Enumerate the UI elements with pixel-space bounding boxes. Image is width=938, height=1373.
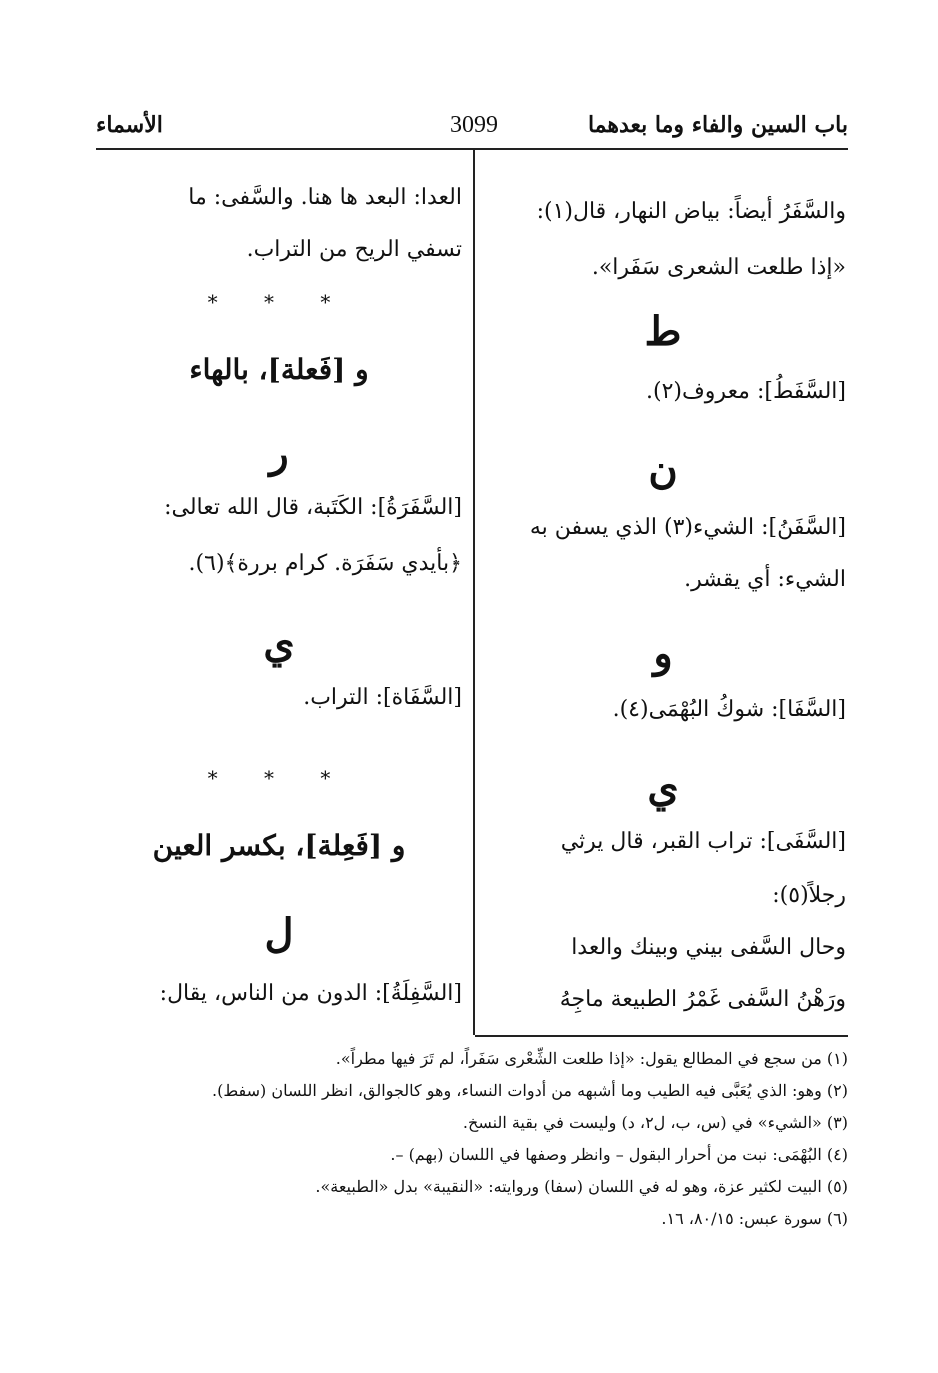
footnote-rule bbox=[475, 1035, 848, 1037]
footnote-6: (٦) سورة عبس: ٨٠/١٥، ١٦. bbox=[661, 1209, 848, 1228]
entry-safat-dust: [السَّفَاة]: التراب. bbox=[303, 685, 462, 710]
section-separator-stars: * * * bbox=[207, 290, 351, 314]
section-title: الأسماء bbox=[96, 112, 163, 138]
column-divider bbox=[473, 150, 475, 1035]
entry-safa-dust-line2: رجلاً(٥): bbox=[772, 883, 846, 908]
letter-heading-ya-left: ي bbox=[263, 620, 295, 667]
entry-safan-line2: الشيء: أي يقشر. bbox=[684, 567, 846, 592]
footnotes bbox=[96, 1043, 848, 1235]
footnote-4: (٤) البُهْمَى: نبت من أحرار البقول – وانظر وصفها في اللسان (بهم) –. bbox=[390, 1145, 848, 1164]
section-separator-stars-2: * * * bbox=[207, 766, 351, 790]
poem-verse-1: وحال السَّفى بيني وبينك والعدا bbox=[571, 935, 846, 960]
letter-heading-ta: ط bbox=[644, 308, 682, 355]
letter-heading-waw: و bbox=[653, 630, 673, 677]
poem-verse-2: ورَهْنُ السَّفى غَمْرُ الطبيعة ماجِهُ bbox=[559, 987, 846, 1012]
header-rule bbox=[96, 148, 848, 150]
entry-safa: [السَّفَا]: شوكُ البُهْمَى(٤). bbox=[612, 697, 846, 722]
footnote-3: (٣) «الشيء» في (س، ب، ل٢، د) وليست في بقية النسخ. bbox=[462, 1113, 848, 1132]
footnote-2: (٢) وهو: الذي يُعَبَّى فيه الطيب وما أشبهه من أدوات النساء، وهو كالجوالق، انظر اللسان (سفط). bbox=[212, 1081, 848, 1100]
letter-heading-ya: ي bbox=[647, 764, 679, 811]
letter-heading-nun: ن bbox=[648, 446, 678, 493]
entry-aida-line2: تسفي الريح من التراب. bbox=[246, 237, 462, 262]
entry-aida-line1: العدا: البعد ها هنا. والسَّفى: ما bbox=[188, 185, 462, 210]
page-number: 3099 bbox=[450, 112, 498, 138]
entry-safara-line1: [السَّفَرَةُ]: الكَتَبة، قال الله تعالى: bbox=[164, 495, 462, 520]
entry-safara-line2: ﴿بأيدي سَفَرَة. كرام بررة﴾(٦). bbox=[188, 551, 462, 576]
entry-safar-line1: والسَّفَرُ أيضاً: بياض النهار، قال(١): bbox=[536, 199, 846, 224]
letter-heading-lam: ل bbox=[264, 910, 294, 957]
page-header bbox=[96, 108, 848, 148]
footnote-1: (١) من سجع في المطالع يقول: «إذا طلعت الشِّعْرى سَفَراً، لم تَرَ فيها مطراً». bbox=[335, 1049, 848, 1068]
entry-safar-line2: «إذا طلعت الشعرى سَفَرا». bbox=[591, 255, 846, 280]
entry-safila: [السَّفِلَةُ]: الدون من الناس، يقال: bbox=[159, 981, 462, 1006]
entry-safan-line1: [السَّفَنُ]: الشيء(٣) الذي يسفن به bbox=[529, 515, 846, 540]
footnote-5: (٥) البيت لكثير عزة، وهو له في اللسان (سفا) وروايته: «النقيبة» بدل «الطبيعة». bbox=[315, 1177, 848, 1196]
letter-heading-ra: ر bbox=[269, 430, 289, 477]
entry-safat: [السَّفَطُ]: معروف(٢). bbox=[646, 379, 846, 404]
pattern-heading-faila: و [فَعِلة]، بكسر العين bbox=[152, 829, 406, 862]
pattern-heading-faala: و [فَعلة]، بالهاء bbox=[189, 353, 369, 386]
entry-safa-dust-line1: [السَّفَى]: تراب القبر، قال يرثي bbox=[560, 829, 846, 854]
chapter-title: باب السين والفاء وما بعدهما bbox=[587, 112, 848, 138]
